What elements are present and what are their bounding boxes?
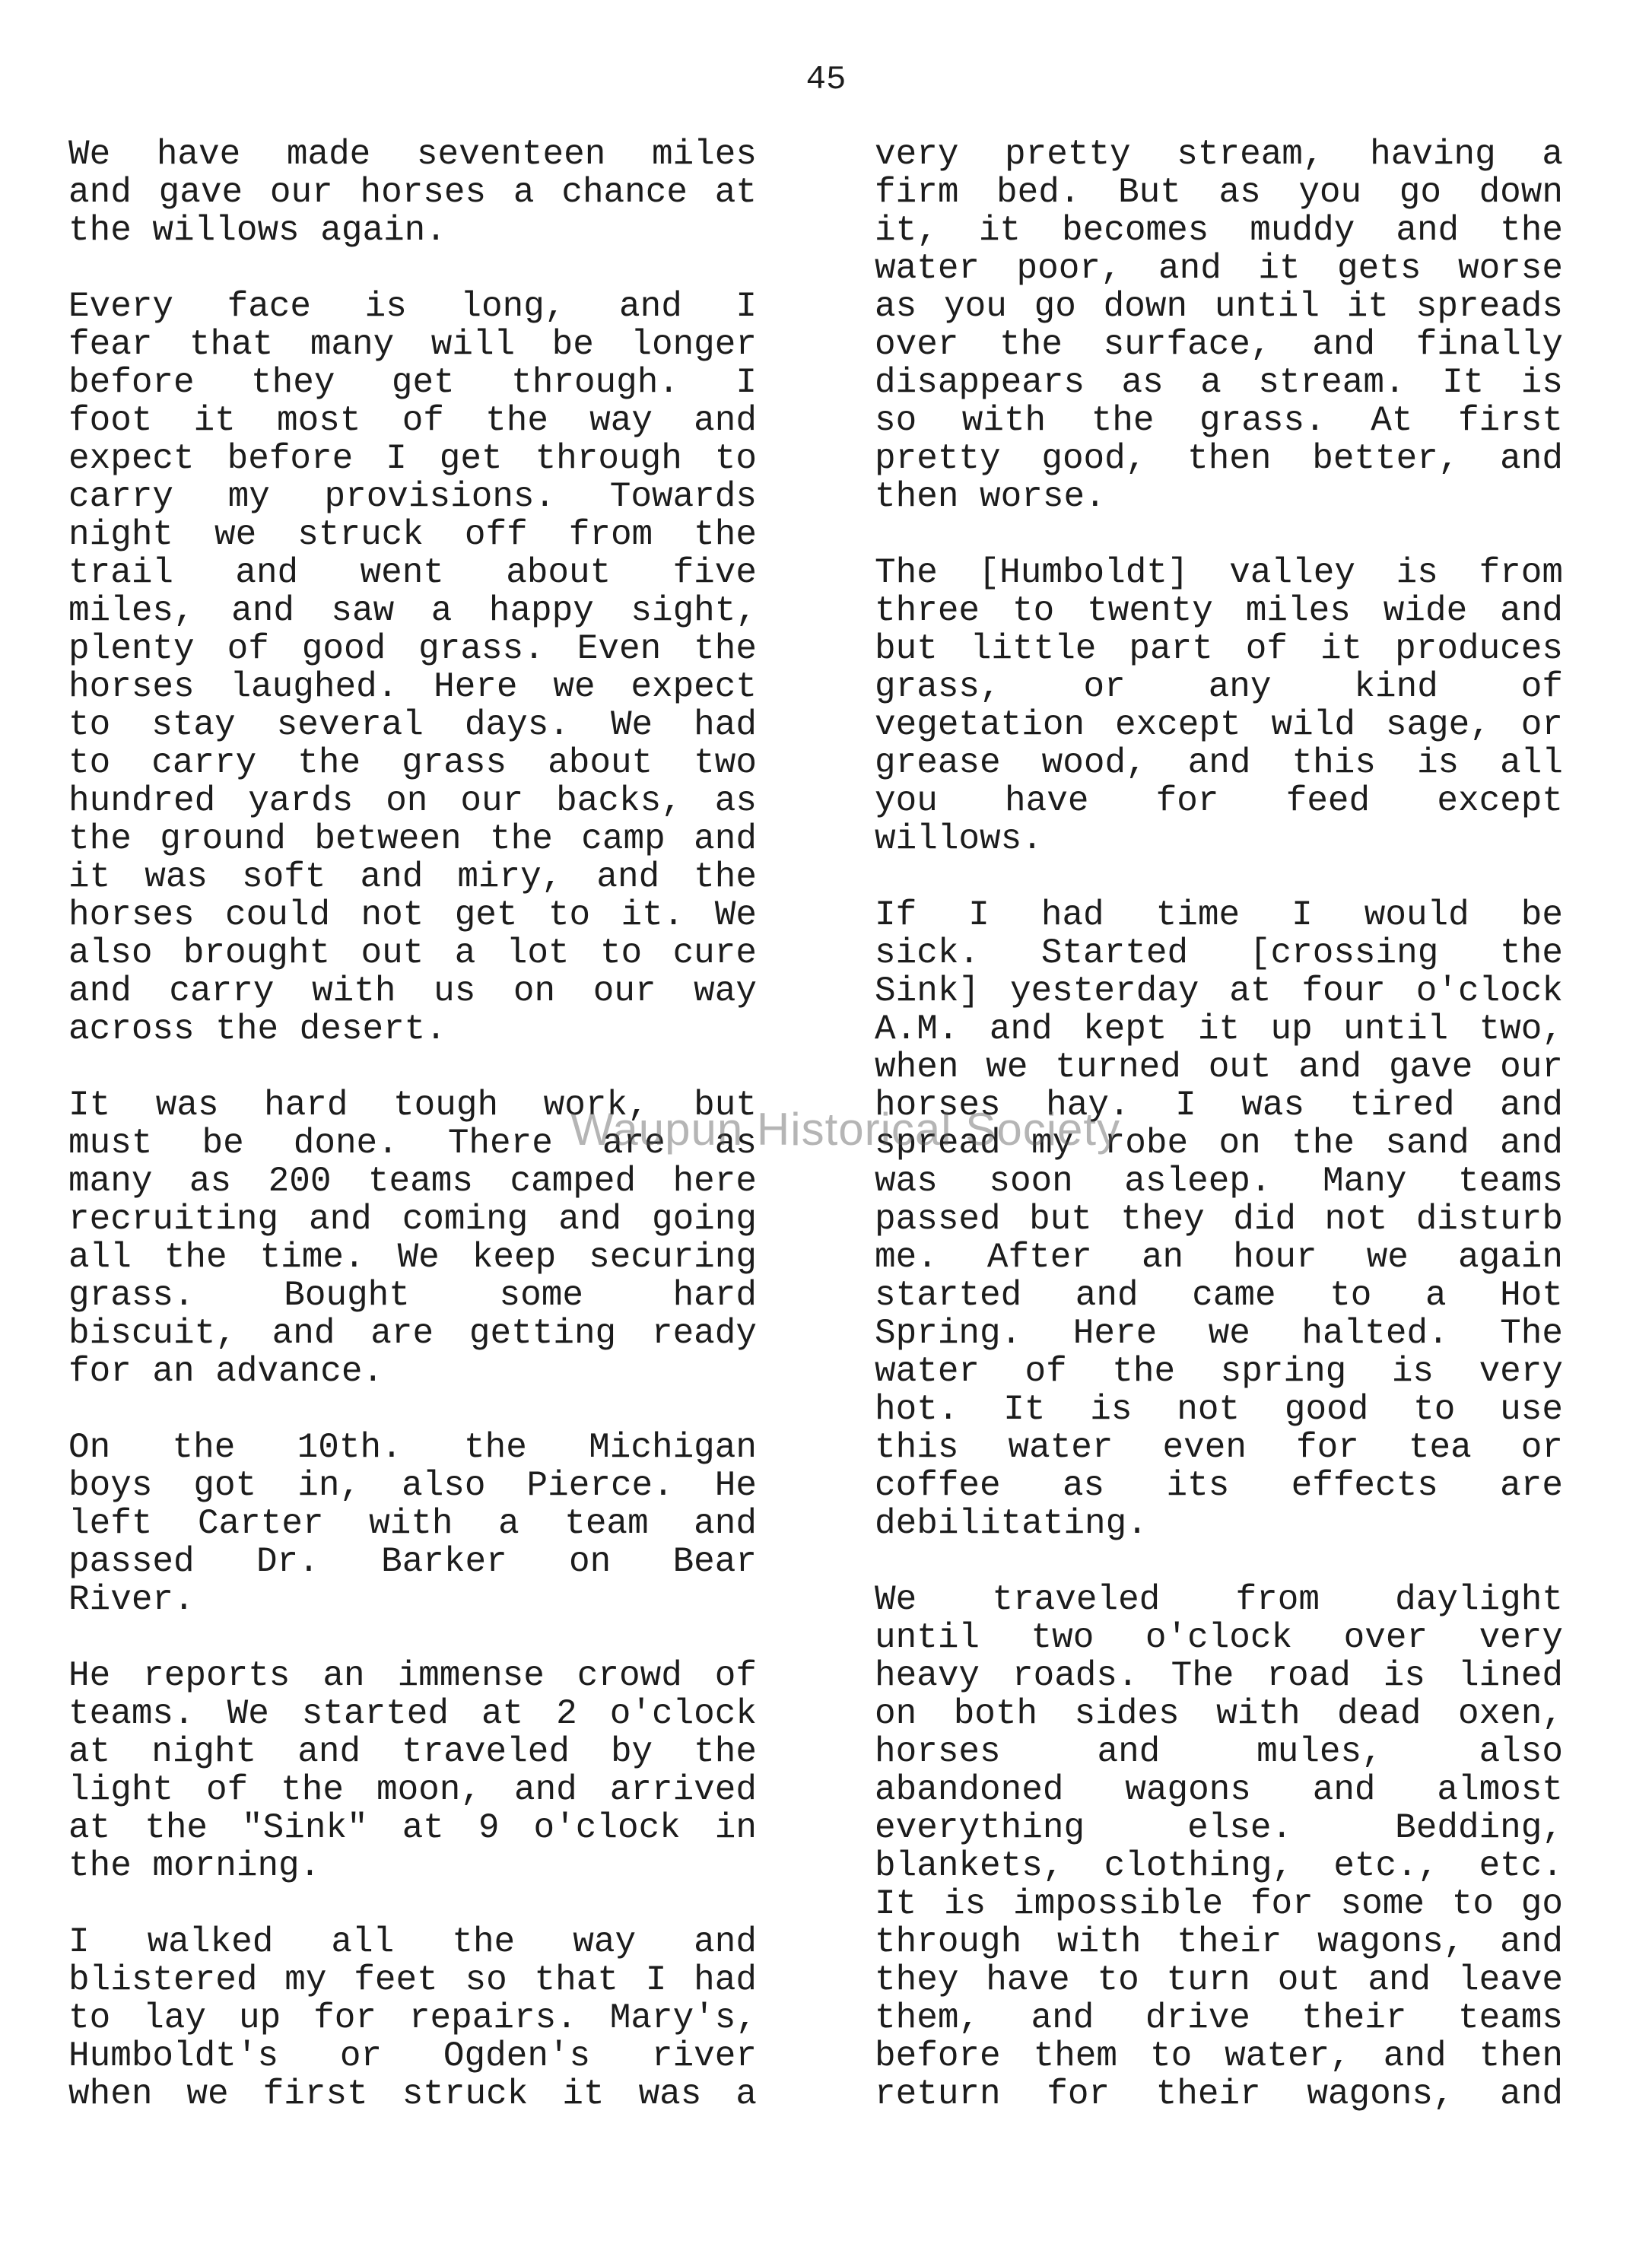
paragraph [875, 1581, 1563, 2113]
text-line: also brought out a lot to cure [68, 934, 757, 972]
text-line: the willows again. [68, 211, 446, 250]
text-line: across the desert. [68, 1010, 446, 1048]
text-line: at night and traveled by the [68, 1733, 757, 1771]
text-line: when we turned out and gave our [875, 1048, 1563, 1086]
text-line: blistered my feet so that I had [68, 1961, 757, 1999]
text-line: night we struck off from the [68, 516, 757, 554]
text-line: passed but they did not disturb [875, 1200, 1563, 1238]
text-line: expect before I get through to [68, 440, 757, 478]
text-line: before them to water, and then [875, 2037, 1563, 2075]
text-line: then worse. [875, 478, 1106, 516]
text-line: until two o'clock over very [875, 1619, 1563, 1657]
text-line: it, it becomes muddy and the [875, 211, 1563, 250]
text-line: Humboldt's or Ogden's river [68, 2037, 757, 2075]
text-line: willows. [875, 820, 1043, 858]
text-line: boys got in, also Pierce. He [68, 1467, 757, 1505]
text-line: water poor, and it gets worse [875, 250, 1563, 288]
paragraph [875, 554, 1563, 858]
text-line: recruiting and coming and going [68, 1200, 757, 1238]
paragraph [875, 135, 1563, 516]
text-line: return for their wagons, and [875, 2075, 1563, 2113]
text-line: light of the moon, and arrived [68, 1771, 757, 1809]
text-line: coffee as its effects are [875, 1467, 1563, 1505]
text-line: through with their wagons, and [875, 1923, 1563, 1961]
text-line: foot it most of the way and [68, 402, 757, 440]
text-line: and gave our horses a chance at [68, 173, 757, 211]
text-line: pretty good, then better, and [875, 440, 1563, 478]
text-line: He reports an immense crowd of [68, 1657, 757, 1695]
text-line: at the "Sink" at 9 o'clock in [68, 1809, 757, 1847]
text-line: Every face is long, and I [68, 288, 757, 326]
text-line: to lay up for repairs. Mary's, [68, 1999, 757, 2037]
text-line: left Carter with a team and [68, 1505, 757, 1543]
paragraph [68, 1429, 757, 1619]
text-line: very pretty stream, having a [875, 135, 1563, 173]
text-line: blankets, clothing, etc., etc. [875, 1847, 1563, 1885]
text-line: teams. We started at 2 o'clock [68, 1695, 757, 1733]
text-line: horses could not get to it. We [68, 896, 757, 934]
text-line: you have for feed except [875, 782, 1563, 820]
text-line: over the surface, and finally [875, 326, 1563, 364]
text-line: was soon asleep. Many teams [875, 1162, 1563, 1200]
text-line: grass, or any kind of [875, 668, 1563, 706]
text-line: and carry with us on our way [68, 972, 757, 1010]
paragraph [875, 896, 1563, 1543]
text-line: they have to turn out and leave [875, 1961, 1563, 1999]
text-line: fear that many will be longer [68, 326, 757, 364]
text-line: On the 10th. the Michigan [68, 1429, 757, 1467]
text-line: me. After an hour we again [875, 1238, 1563, 1276]
text-line: The [Humboldt] valley is from [875, 554, 1563, 592]
text-line: A.M. and kept it up until two, [875, 1010, 1563, 1048]
page-number: 45 [805, 61, 847, 99]
text-line: spread my robe on the sand and [875, 1124, 1563, 1162]
text-line: three to twenty miles wide and [875, 592, 1563, 630]
text-line: trail and went about five [68, 554, 757, 592]
text-line: to stay several days. We had [68, 706, 757, 744]
text-line: We traveled from daylight [875, 1581, 1563, 1619]
text-line: must be done. There are as [68, 1124, 757, 1162]
text-line: abandoned wagons and almost [875, 1771, 1563, 1809]
text-line: horses hay. I was tired and [875, 1086, 1563, 1124]
text-line: It was hard tough work, but [68, 1086, 757, 1124]
text-line: If I had time I would be [875, 896, 1563, 934]
text-line: grass. Bought some hard [68, 1276, 757, 1314]
text-line: hundred yards on our backs, as [68, 782, 757, 820]
paragraph [68, 1923, 757, 2113]
text-line: passed Dr. Barker on Bear [68, 1543, 757, 1581]
text-line: Spring. Here we halted. The [875, 1314, 1563, 1353]
text-line: as you go down until it spreads [875, 288, 1563, 326]
text-line: hot. It is not good to use [875, 1391, 1563, 1429]
text-line: firm bed. But as you go down [875, 173, 1563, 211]
text-line: carry my provisions. Towards [68, 478, 757, 516]
text-line: the morning. [68, 1847, 321, 1885]
text-line: it was soft and miry, and the [68, 858, 757, 896]
text-line: when we first struck it was a [68, 2075, 757, 2113]
text-line: Sink] yesterday at four o'clock [875, 972, 1563, 1010]
text-line: everything else. Bedding, [875, 1809, 1563, 1847]
text-line: heavy roads. The road is lined [875, 1657, 1563, 1695]
text-line: sick. Started [crossing the [875, 934, 1563, 972]
text-line: started and came to a Hot [875, 1276, 1563, 1314]
text-line: vegetation except wild sage, or [875, 706, 1563, 744]
text-line: to carry the grass about two [68, 744, 757, 782]
text-line: for an advance. [68, 1353, 384, 1391]
text-line: so with the grass. At first [875, 402, 1563, 440]
text-line: horses laughed. Here we expect [68, 668, 757, 706]
paragraph [68, 1657, 757, 1885]
text-line: biscuit, and are getting ready [68, 1314, 757, 1353]
text-line: on both sides with dead oxen, [875, 1695, 1563, 1733]
text-line: disappears as a stream. It is [875, 364, 1563, 402]
text-line: We have made seventeen miles [68, 135, 757, 173]
text-line: all the time. We keep securing [68, 1238, 757, 1276]
text-line: grease wood, and this is all [875, 744, 1563, 782]
text-line: I walked all the way and [68, 1923, 757, 1961]
paragraph [68, 135, 757, 250]
text-line: many as 200 teams camped here [68, 1162, 757, 1200]
text-line: water of the spring is very [875, 1353, 1563, 1391]
paragraph [68, 288, 757, 1048]
watermark: Waupun Historical Society [570, 1104, 1121, 1155]
text-line: them, and drive their teams [875, 1999, 1563, 2037]
text-line: River. [68, 1581, 195, 1619]
text-line: the ground between the camp and [68, 820, 757, 858]
text-line: It is impossible for some to go [875, 1885, 1563, 1923]
text-line: miles, and saw a happy sight, [68, 592, 757, 630]
text-line: debilitating. [875, 1505, 1148, 1543]
text-line: before they get through. I [68, 364, 757, 402]
text-line: plenty of good grass. Even the [68, 630, 757, 668]
text-line: but little part of it produces [875, 630, 1563, 668]
text-line: horses and mules, also [875, 1733, 1563, 1771]
text-line: this water even for tea or [875, 1429, 1563, 1467]
